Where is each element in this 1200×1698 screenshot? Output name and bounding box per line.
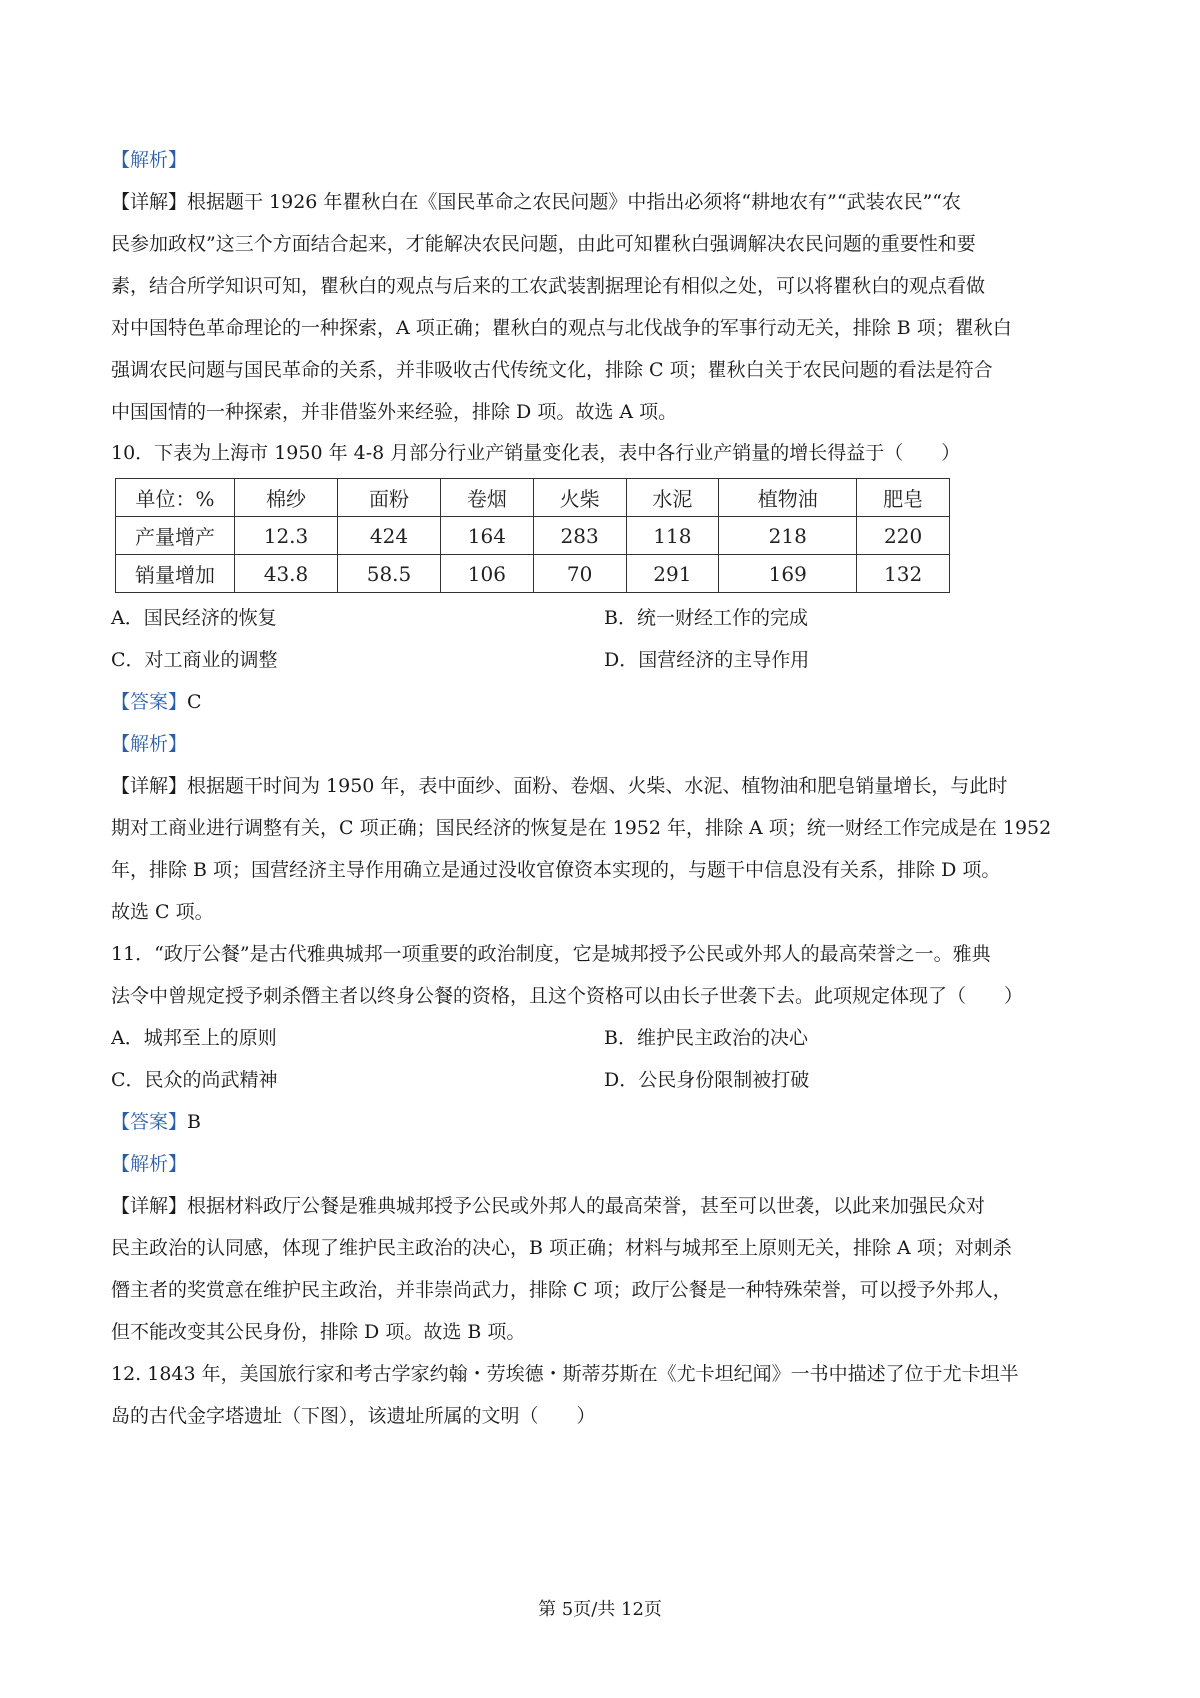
table-header-cell: 水泥 (626, 479, 719, 517)
q9-detail-line: 对中国特色革命理论的一种探索，A 项正确；瞿秋白的观点与北伐战争的军事行动无关，排除 B 项；瞿秋白 (111, 317, 1012, 339)
q11-detail-line: 僭主者的奖赏意在维护民主政治，并非崇尚武力，排除 C 项；政厅公餐是一种特殊荣誉，可以授予外邦人， (111, 1279, 1012, 1301)
q9-detail-line: 中国国情的一种探索，并非借鉴外来经验，排除 D 项。故选 A 项。 (111, 401, 678, 423)
q11-answer (111, 1108, 1101, 1136)
q10-option-c: C．对工商业的调整 (111, 649, 278, 671)
q10-option-a: A．国民经济的恢复 (111, 607, 277, 629)
table-cell: 58.5 (338, 555, 441, 593)
table-cell: 220 (857, 517, 950, 555)
table-cell: 70 (533, 555, 626, 593)
q11-option-b: B．维护民主政治的决心 (604, 1027, 808, 1049)
q10-detail-line: 年，排除 B 项；国营经济主导作用确立是通过没收官僚资本实现的，与题干中信息没有关系，排除 D 项。 (111, 859, 1001, 881)
q10-detail-line: 【详解】根据题干时间为 1950 年，表中面纱、面粉、卷烟、火柴、水泥、植物油和肥皂销量增长，与此时 (111, 775, 1008, 797)
table-row-label: 产量增产 (116, 517, 235, 555)
q10-detail-line: 期对工商业进行调整有关，C 项正确；国民经济的恢复是在 1952 年，排除 A 项；统一财经工作完成是在 1952 (111, 817, 1052, 839)
q11-option-a: A．城邦至上的原则 (111, 1027, 277, 1049)
q10-answer (111, 688, 1101, 716)
q10-data-table (115, 478, 950, 593)
table-cell: 118 (626, 517, 719, 555)
answer-label: 【答案】 (111, 691, 188, 713)
q10-detail-line: 故选 C 项。 (111, 901, 214, 923)
q10-option-b: B．统一财经工作的完成 (604, 607, 808, 629)
table-header-cell: 肥皂 (857, 479, 950, 517)
q11-stem-line: 法令中曾规定授予刺杀僭主者以终身公餐的资格，且这个资格可以由长子世袭下去。此项规定体现了（ ） (111, 985, 1024, 1007)
q9-detail-line: 民参加政权”这三个方面结合起来，才能解决农民问题，由此可知瞿秋白强调解决农民问题的重要性和要 (111, 233, 976, 255)
answer-label: 【答案】 (111, 1111, 188, 1133)
q10-jiexi-label: 【解析】 (111, 733, 188, 755)
table-row (116, 517, 950, 555)
answer-value: B (187, 1111, 201, 1133)
q11-detail-line: 民主政治的认同感，体现了维护民主政治的决心，B 项正确；材料与城邦至上原则无关，排除 A 项；对刺杀 (111, 1237, 1012, 1259)
q10-stem: 10．下表为上海市 1950 年 4-8 月部分行业产销量变化表，表中各行业产销量的增长得益于（ ） (111, 442, 961, 464)
table-row-label: 销量增加 (116, 555, 235, 593)
q11-stem-line: 11．“政厅公餐”是古代雅典城邦一项重要的政治制度，它是城邦授予公民或外邦人的最高荣誉之一。雅典 (111, 943, 991, 965)
q11-detail-line: 但不能改变其公民身份，排除 D 项。故选 B 项。 (111, 1321, 526, 1343)
answer-value: C (187, 691, 202, 713)
table-header-cell: 卷烟 (441, 479, 534, 517)
table-header-cell: 植物油 (719, 479, 857, 517)
q12-stem-line: 岛的古代金字塔遗址（下图），该遗址所属的文明（ ） (111, 1405, 596, 1427)
table-cell: 106 (441, 555, 534, 593)
q10-option-d: D．国营经济的主导作用 (604, 649, 810, 671)
q11-jiexi-label: 【解析】 (111, 1153, 188, 1175)
q11-option-c: C．民众的尚武精神 (111, 1069, 278, 1091)
table-header-cell: 棉纱 (235, 479, 338, 517)
table-header-cell: 火柴 (533, 479, 626, 517)
table-row (116, 555, 950, 593)
q9-detail-line: 素，结合所学知识可知，瞿秋白的观点与后来的工农武装割据理论有相似之处，可以将瞿秋白的观点看做 (111, 275, 986, 297)
q12-stem-line: 12. 1843 年，美国旅行家和考古学家约翰・劳埃德・斯蒂芬斯在《尤卡坦纪闻》一书中描述了位于尤卡坦半 (111, 1363, 1019, 1385)
table-cell: 132 (857, 555, 950, 593)
table-cell: 43.8 (235, 555, 338, 593)
q9-detail-line: 【详解】根据题干 1926 年瞿秋白在《国民革命之农民问题》中指出必须将“耕地农有”“武装农民”“农 (111, 191, 962, 213)
q9-jiexi-label: 【解析】 (111, 149, 188, 171)
page-footer: 第 5页/共 12页 (538, 1599, 662, 1620)
table-header-row (116, 479, 950, 517)
table-header-cell: 单位：% (116, 479, 235, 517)
q11-option-d: D．公民身份限制被打破 (604, 1069, 810, 1091)
q9-detail-line: 强调农民问题与国民革命的关系，并非吸收古代传统文化，排除 C 项；瞿秋白关于农民问题的看法是符合 (111, 359, 993, 381)
table-header-cell: 面粉 (338, 479, 441, 517)
q11-detail-line: 【详解】根据材料政厅公餐是雅典城邦授予公民或外邦人的最高荣誉，甚至可以世袭，以此来加强民众对 (111, 1195, 986, 1217)
table-cell: 218 (719, 517, 857, 555)
table-cell: 283 (533, 517, 626, 555)
table-cell: 424 (338, 517, 441, 555)
table-cell: 291 (626, 555, 719, 593)
table-cell: 169 (719, 555, 857, 593)
table-cell: 164 (441, 517, 534, 555)
table-cell: 12.3 (235, 517, 338, 555)
